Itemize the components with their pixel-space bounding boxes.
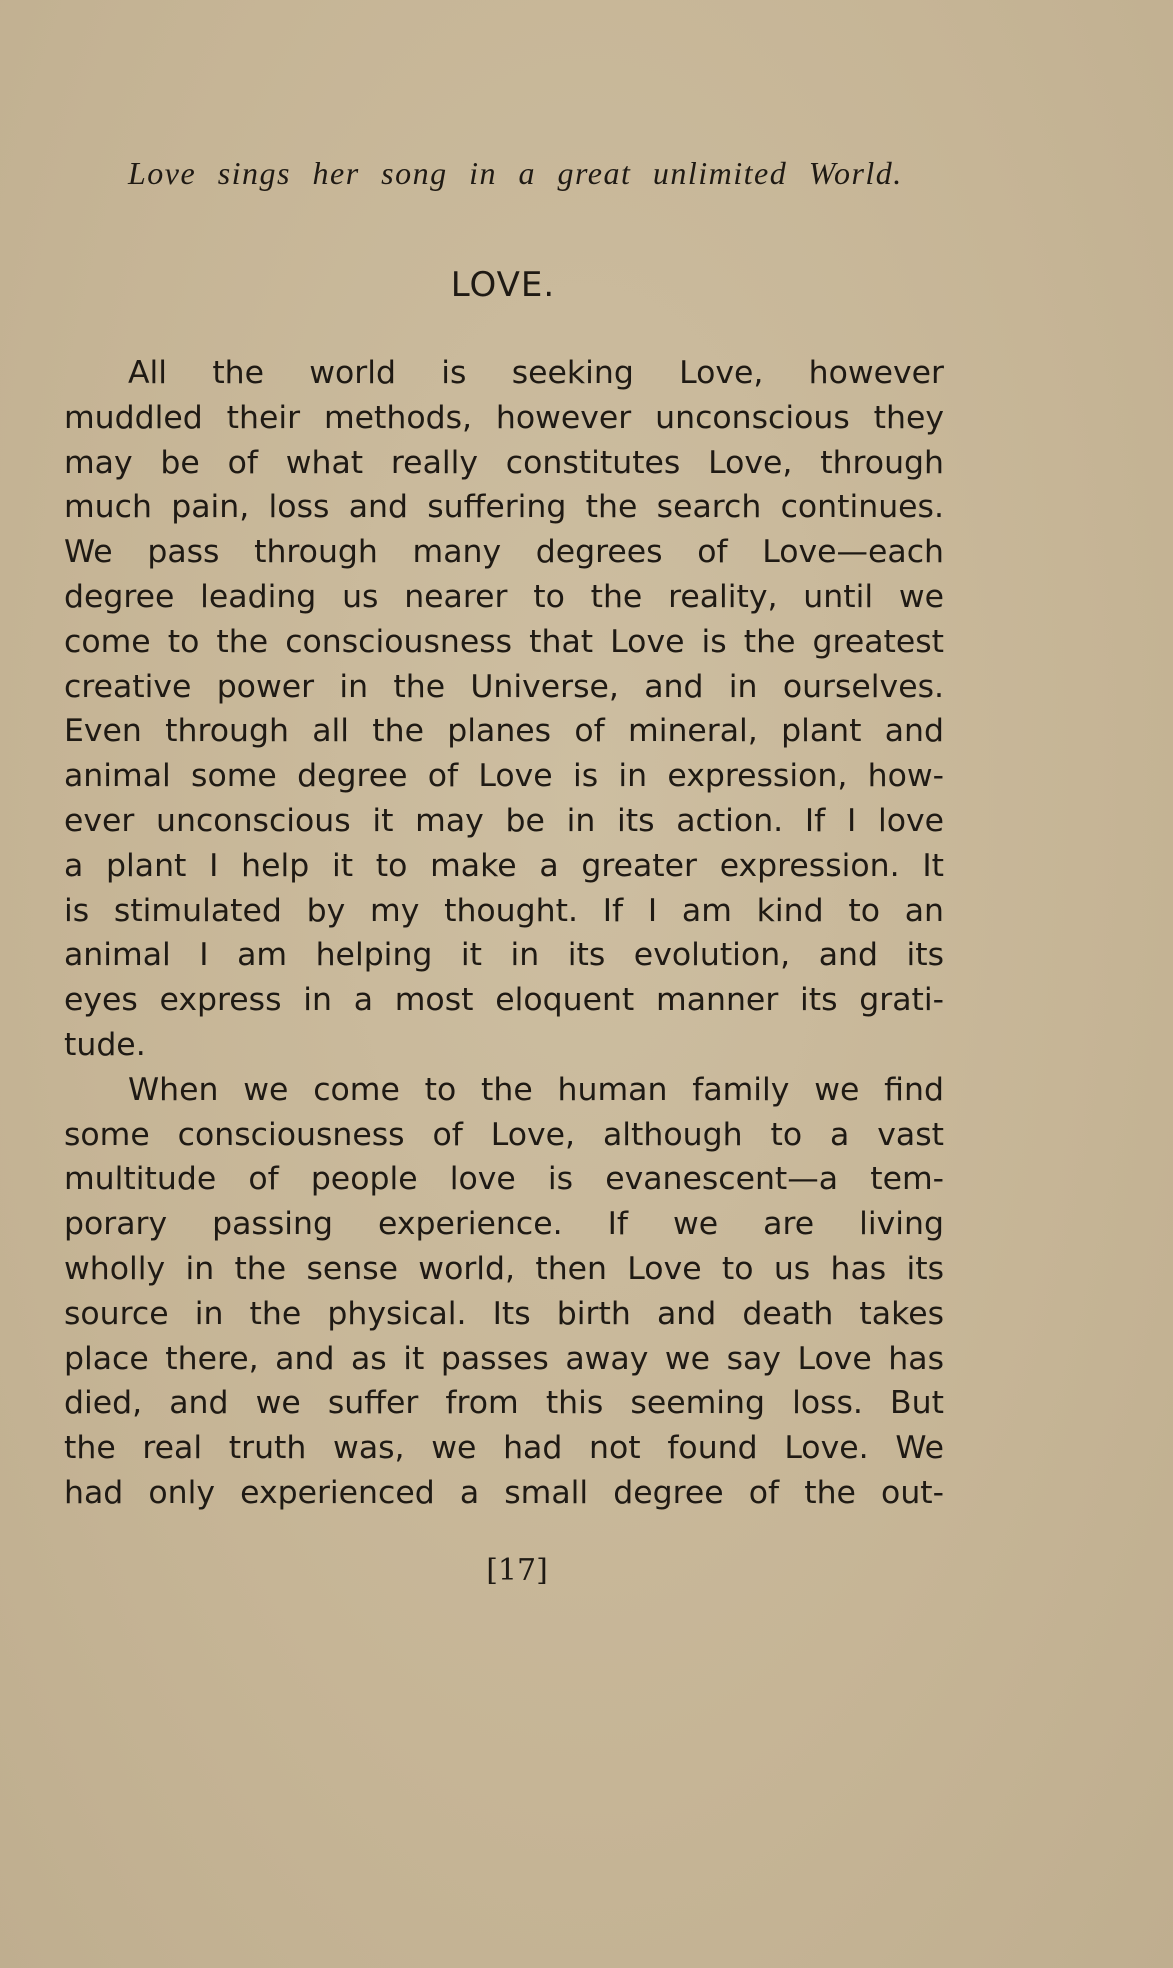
text-line: some consciousness of Love, although to a vast [64,1116,944,1153]
text-line: animal some degree of Love is in expression, how- [64,758,944,795]
text-line: come to the consciousness that Love is the greatest [64,623,944,660]
epigraph: Love sings her song in a great unlimited World. [128,155,903,191]
body-text [64,351,944,1516]
text-line: All the world is seeking Love, however [128,355,944,391]
text-line: source in the physical. Its birth and death takes [64,1295,944,1332]
text-line: the real truth was, we had not found Love. We [64,1430,944,1467]
page-number: [17] [486,1553,548,1588]
text-line: may be of what really constitutes Love, through [64,444,944,481]
text-line: much pain, loss and suffering the search continues. [64,489,944,526]
text-line: We pass through many degrees of Love—each [64,534,944,571]
text-line: place there, and as it passes away we say Love has [64,1340,944,1377]
text-line: degree leading us nearer to the reality, until we [64,578,944,615]
text-line: Even through all the planes of mineral, plant and [64,713,944,750]
text-line: wholly in the sense world, then Love to us has its [64,1250,944,1287]
chapter-title: LOVE. [450,265,556,305]
text-line: tude. [64,1026,146,1063]
text-line: had only experienced a small degree of the out- [64,1474,944,1511]
text-line: died, and we suffer from this seeming loss. But [64,1385,944,1422]
text-line: muddled their methods, however unconscious they [64,399,944,436]
text-line: multitude of people love is evanescent—a tem- [64,1161,944,1198]
text-line: ever unconscious it may be in its action. If I love [64,802,944,839]
text-line: porary passing experience. If we are living [64,1206,944,1243]
text-line: a plant I help it to make a greater expression. It [64,847,944,884]
text-line: creative power in the Universe, and in ourselves. [64,668,944,705]
text-line: animal I am helping it in its evolution, and its [64,937,944,974]
text-line: is stimulated by my thought. If I am kind to an [64,892,944,929]
text-line: When we come to the human family we find [128,1071,944,1108]
text-line: eyes express in a most eloquent manner its grati- [64,982,944,1019]
